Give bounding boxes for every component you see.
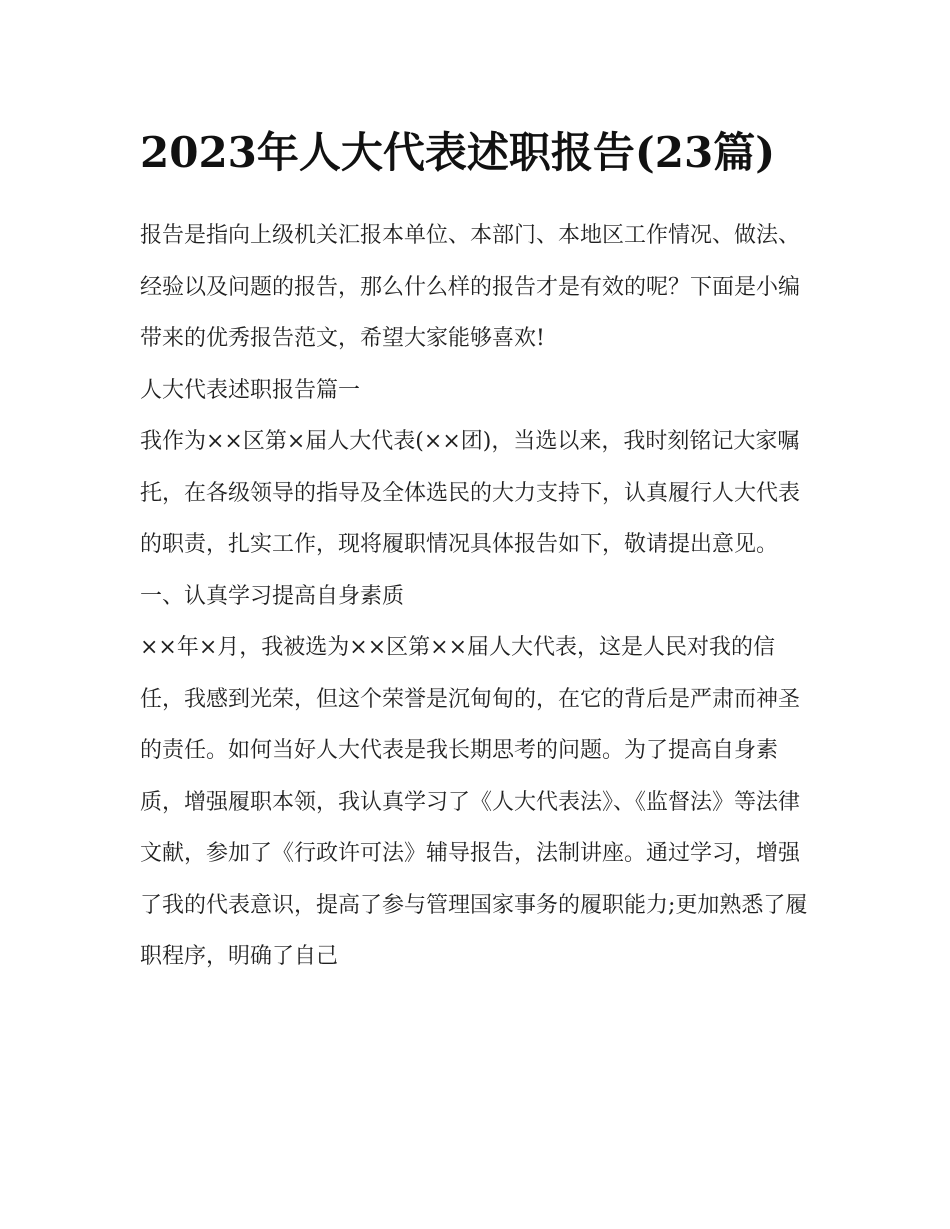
opening-paragraph: 我作为××区第×届人大代表(××团)，当选以来，我时刻铭记大家嘱托，在各级领导的指导及全体选民的大力支持下，认真履行人大代表的职责，扎实工作，现将履职情况具体报告如下，敬请提出意见。 <box>140 429 801 557</box>
section-heading-study: 一、认真学习提高自身素质 <box>140 583 405 609</box>
section-heading-part-one: 人大代表述职报告篇一 <box>140 377 361 403</box>
document-title: 2023年人大代表述职报告(23篇) <box>140 128 776 177</box>
intro-paragraph: 报告是指向上级机关汇报本单位、本部门、本地区工作情况、做法、经验以及问题的报告，那么什么样的报告才是有效的呢？下面是小编带来的优秀报告范文，希望大家能够喜欢! <box>140 223 801 351</box>
study-paragraph: ××年×月，我被选为××区第××届人大代表，这是人民对我的信任，我感到光荣，但这个荣誉是沉甸甸的，在它的背后是严肃而神圣的责任。如何当好人大代表是我长期思考的问题。为了提高自身素质，增强履职本领，我认真学习了《人大代表法》、《监督法》等法律文献，参加了《行政许可法》辅导报告，法制讲座。通过学习，增强了我的代表意识，提高了参与管理国家事务的履职能力;更加熟悉了履职程序，明确了自己 <box>140 635 808 969</box>
document-body <box>140 118 816 983</box>
